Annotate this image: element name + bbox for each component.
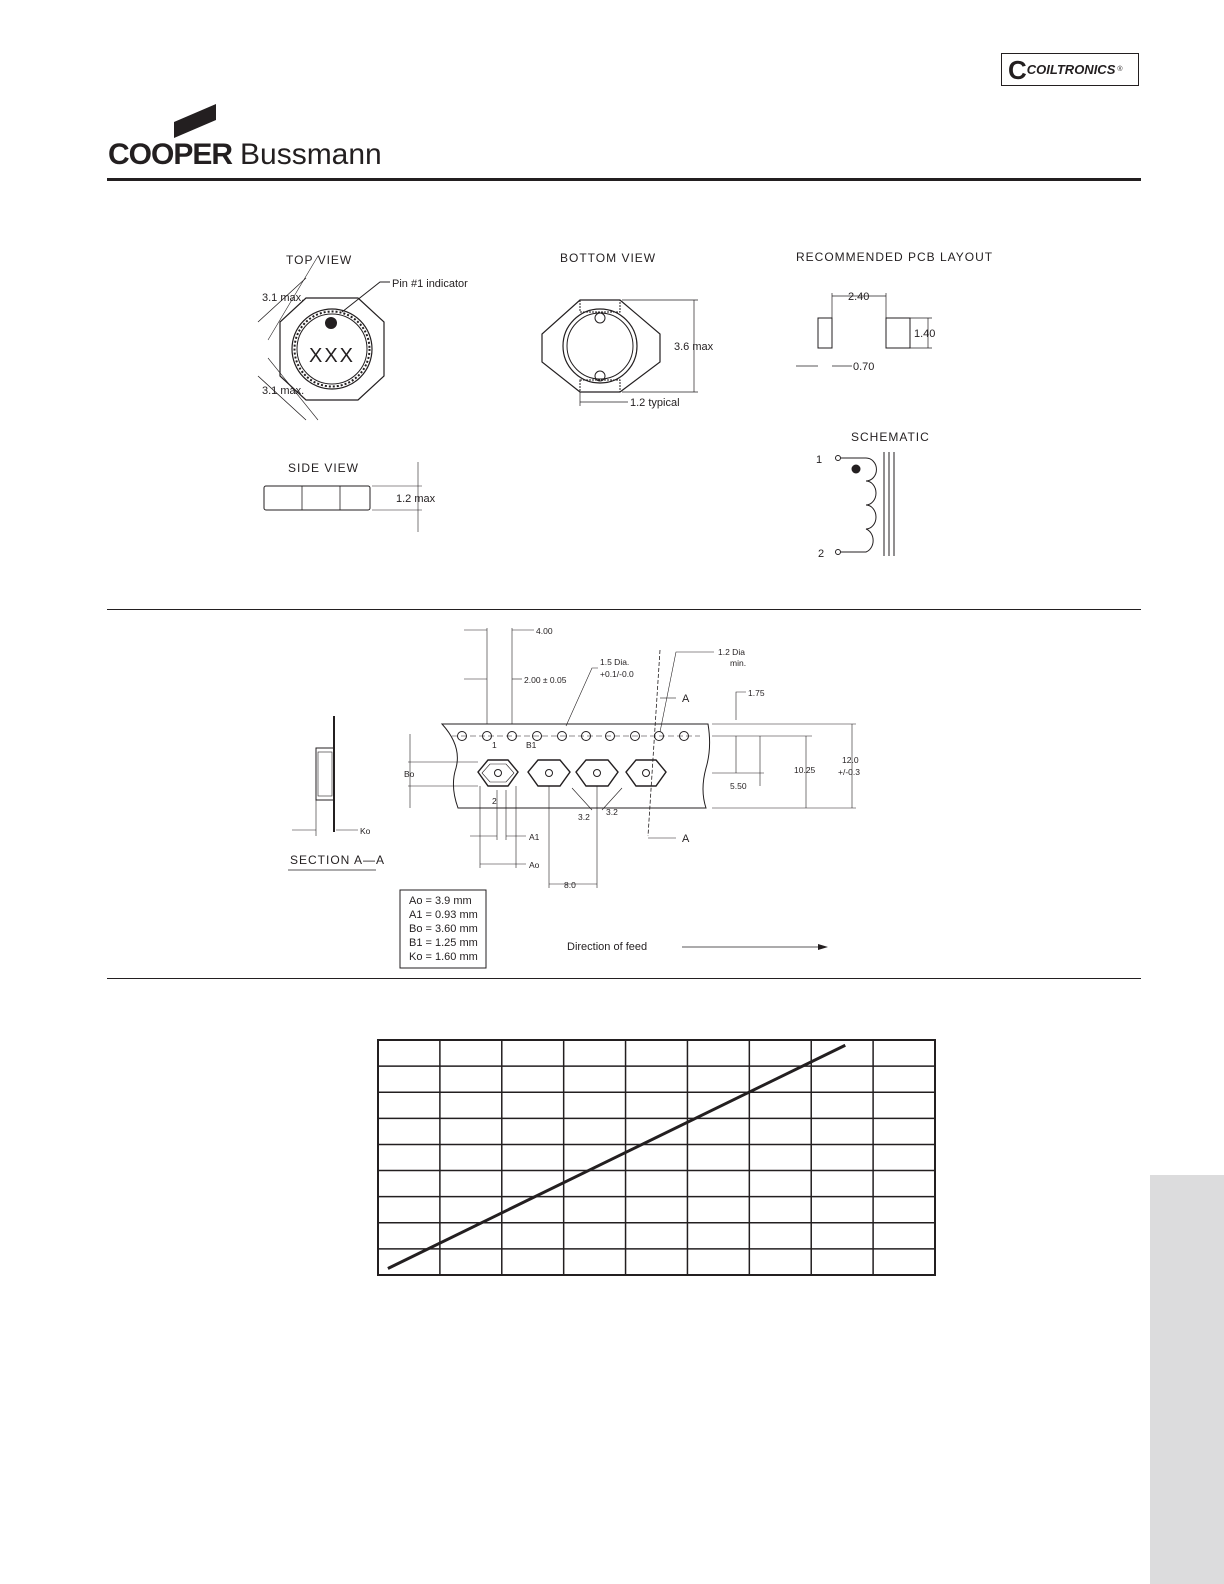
coiltronics-logo — [1001, 53, 1139, 86]
section-mark-bottom: A — [682, 833, 690, 845]
header-rule — [107, 178, 1141, 181]
diag-a-label: 3.2 — [578, 812, 590, 822]
schematic-pin1: 1 — [816, 454, 823, 466]
schematic-pin2: 2 — [818, 548, 825, 560]
side-view-title: SIDE VIEW — [288, 461, 360, 475]
pcb-width-label: 0.70 — [853, 361, 875, 373]
label-ko-section: Ko — [360, 826, 371, 836]
bussmann-wordmark: Bussmann — [240, 138, 382, 171]
pin1-dot-icon — [325, 317, 337, 329]
coiltronics-c-icon: C — [1008, 54, 1025, 85]
top-view-title: TOP VIEW — [286, 253, 353, 267]
mechanical-drawings — [0, 190, 1224, 600]
curve-chart — [377, 1039, 936, 1276]
top-dim-upper: 3.1 max. — [262, 292, 305, 304]
feed-direction-label: Direction of feed — [567, 941, 648, 953]
side-height-label: 1.2 max — [396, 493, 436, 505]
pcb-layout-title: RECOMMENDED PCB LAYOUT — [796, 250, 994, 264]
pocket-hole-min-label: min. — [730, 658, 747, 668]
cooper-wordmark: COOPER — [108, 138, 233, 171]
section-a-a — [288, 716, 385, 870]
part-marking: XXX — [309, 345, 356, 367]
bottom-height-label: 3.6 max — [674, 341, 714, 353]
dimension-table — [400, 890, 486, 968]
pcb-height-label: 1.40 — [914, 328, 936, 340]
section-divider-1 — [107, 609, 1141, 610]
label-b1: B1 — [526, 740, 537, 750]
label-bo: Bo — [404, 769, 415, 779]
hole-dia-label: 1.5 Dia. — [600, 657, 630, 667]
hole-tol-label: +0.1/-0.0 — [600, 669, 634, 679]
diag-b-label: 3.2 — [606, 807, 618, 817]
pcb-layout — [796, 250, 993, 373]
label-a1: A1 — [529, 832, 540, 842]
pin-indicator-label: Pin #1 indicator — [392, 278, 468, 290]
bottom-pad-label: 1.2 typical — [630, 397, 680, 409]
cooper-flag-icon — [168, 104, 288, 138]
dim-row: Bo = 3.60 mm — [409, 923, 478, 935]
dim-row: A1 = 0.93 mm — [409, 909, 478, 921]
dim-row: Ko = 1.60 mm — [409, 951, 478, 963]
top-dim-lower: 3.1 max. — [262, 385, 305, 397]
tape-pin2: 2 — [492, 796, 497, 806]
dim-row: B1 = 1.25 mm — [409, 937, 478, 949]
registered-mark: ® — [1117, 66, 1123, 73]
tape-drawing — [0, 612, 1224, 976]
bottom-view — [542, 251, 714, 409]
side-tab — [1150, 1175, 1224, 1584]
chart-series-line — [388, 1045, 845, 1268]
dim-row: Ao = 3.9 mm — [409, 895, 472, 907]
width-label: 12.0 — [842, 755, 859, 765]
row-offset-label: 10.25 — [794, 765, 816, 775]
coiltronics-logo-text: COILTRONICS — [1026, 62, 1116, 77]
center-offset-label: 5.50 — [730, 781, 747, 791]
schematic-dot-icon — [852, 465, 861, 474]
schematic — [816, 430, 930, 560]
pcb-spacing-label: 2.40 — [848, 291, 870, 303]
label-ao: Ao — [529, 860, 540, 870]
bottom-view-title: BOTTOM VIEW — [560, 251, 657, 265]
schematic-title: SCHEMATIC — [851, 430, 930, 444]
chart-frame — [378, 1040, 935, 1275]
cooper-bussmann-logo — [108, 104, 408, 170]
section-mark-top: A — [682, 693, 690, 705]
edge-label: 1.75 — [748, 688, 765, 698]
tape-dimensions — [404, 626, 860, 890]
feed-arrow-icon — [818, 944, 828, 950]
side-view — [264, 461, 436, 532]
pitch-label: 4.00 — [536, 626, 553, 636]
top-view — [258, 253, 468, 420]
pocket-hole-dia-label: 1.2 Dia — [718, 647, 745, 657]
carrier-tape — [442, 650, 710, 836]
tape-pin1: 1 — [492, 740, 497, 750]
pocket-pitch-label: 8.0 — [564, 880, 576, 890]
hole-pitch-label: 2.00 ± 0.05 — [524, 675, 567, 685]
section-title: SECTION A—A — [290, 853, 386, 867]
section-divider-2 — [107, 978, 1141, 979]
width-tol-label: +/-0.3 — [838, 767, 860, 777]
